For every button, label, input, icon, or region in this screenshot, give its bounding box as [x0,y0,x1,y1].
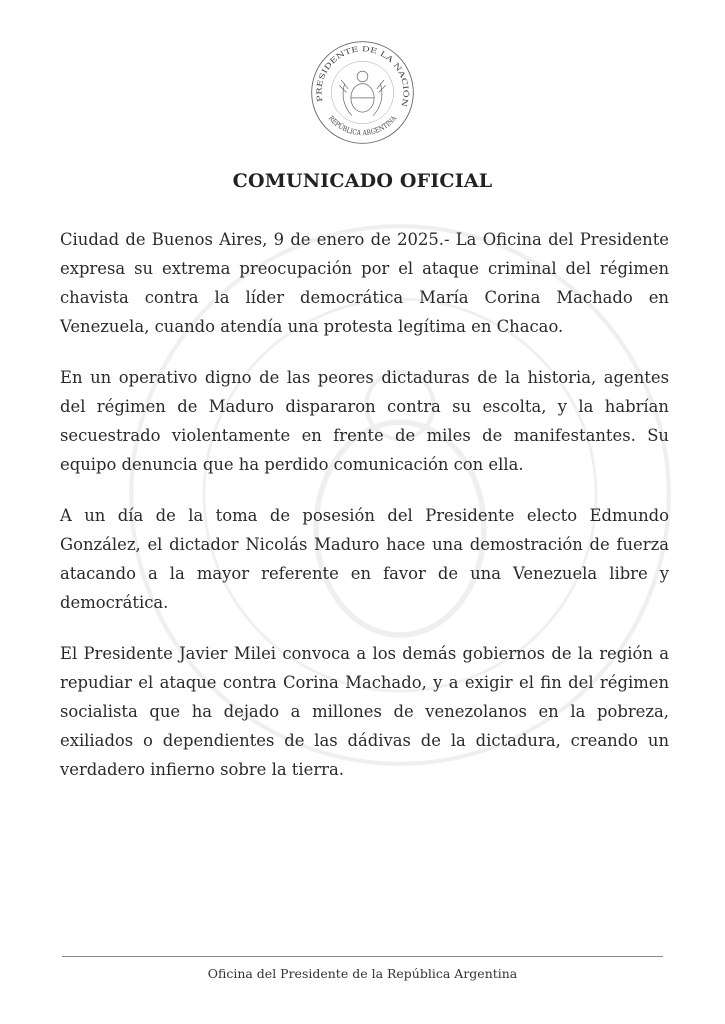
paragraph: A un día de la toma de posesión del Presidente electo Edmundo González, el dictador Nicolás Maduro hace una demostración de fuerza atacando a la mayor referente en favor de una Venezuela libre y democrática. [60,506,669,612]
presidential-seal [309,39,416,146]
svg-text:REPÚBLICA ARGENTINA [327,113,399,137]
seal-top-text: PRESIDENTE DE LA NACIÓN [314,44,411,106]
svg-text:PRESIDENTE DE LA NACIÓN [314,44,410,108]
paragraph: El Presidente Javier Milei convoca a los demás gobiernos de la región a repudiar el ataque contra Corina Machado, y a exigir el fin del régimen socialista que ha dejado a millones de venezolanos en la pobreza, exiliados o dependientes de las dádivas de la dictadura, creando un verdadero infierno sobre la tierra. [60,644,669,779]
page-title: COMUNICADO OFICIAL [232,170,493,192]
paragraph: Ciudad de Buenos Aires, 9 de enero de 2025.- La Oficina del Presidente expresa su extrema preocupación por el ataque criminal del régimen chavista contra la líder democrática María Corina Machado en Venezuela, cuando atendía una protesta legítima en Chacao. [60,230,669,336]
seal-bottom-text: REPÚBLICA ARGENTINA [326,113,399,138]
paragraph: En un operativo digno de las peores dictaduras de la historia, agentes del régimen de Maduro dispararon contra su escolta, y la habrían secuestrado violentamente en frente de miles de manifestantes. Su equipo denuncia que ha perdido comunicación con ella. [60,368,669,474]
document-body [60,225,669,806]
footer-divider [62,956,663,957]
footer-text: Oficina del Presidente de la República Argentina [207,966,518,981]
